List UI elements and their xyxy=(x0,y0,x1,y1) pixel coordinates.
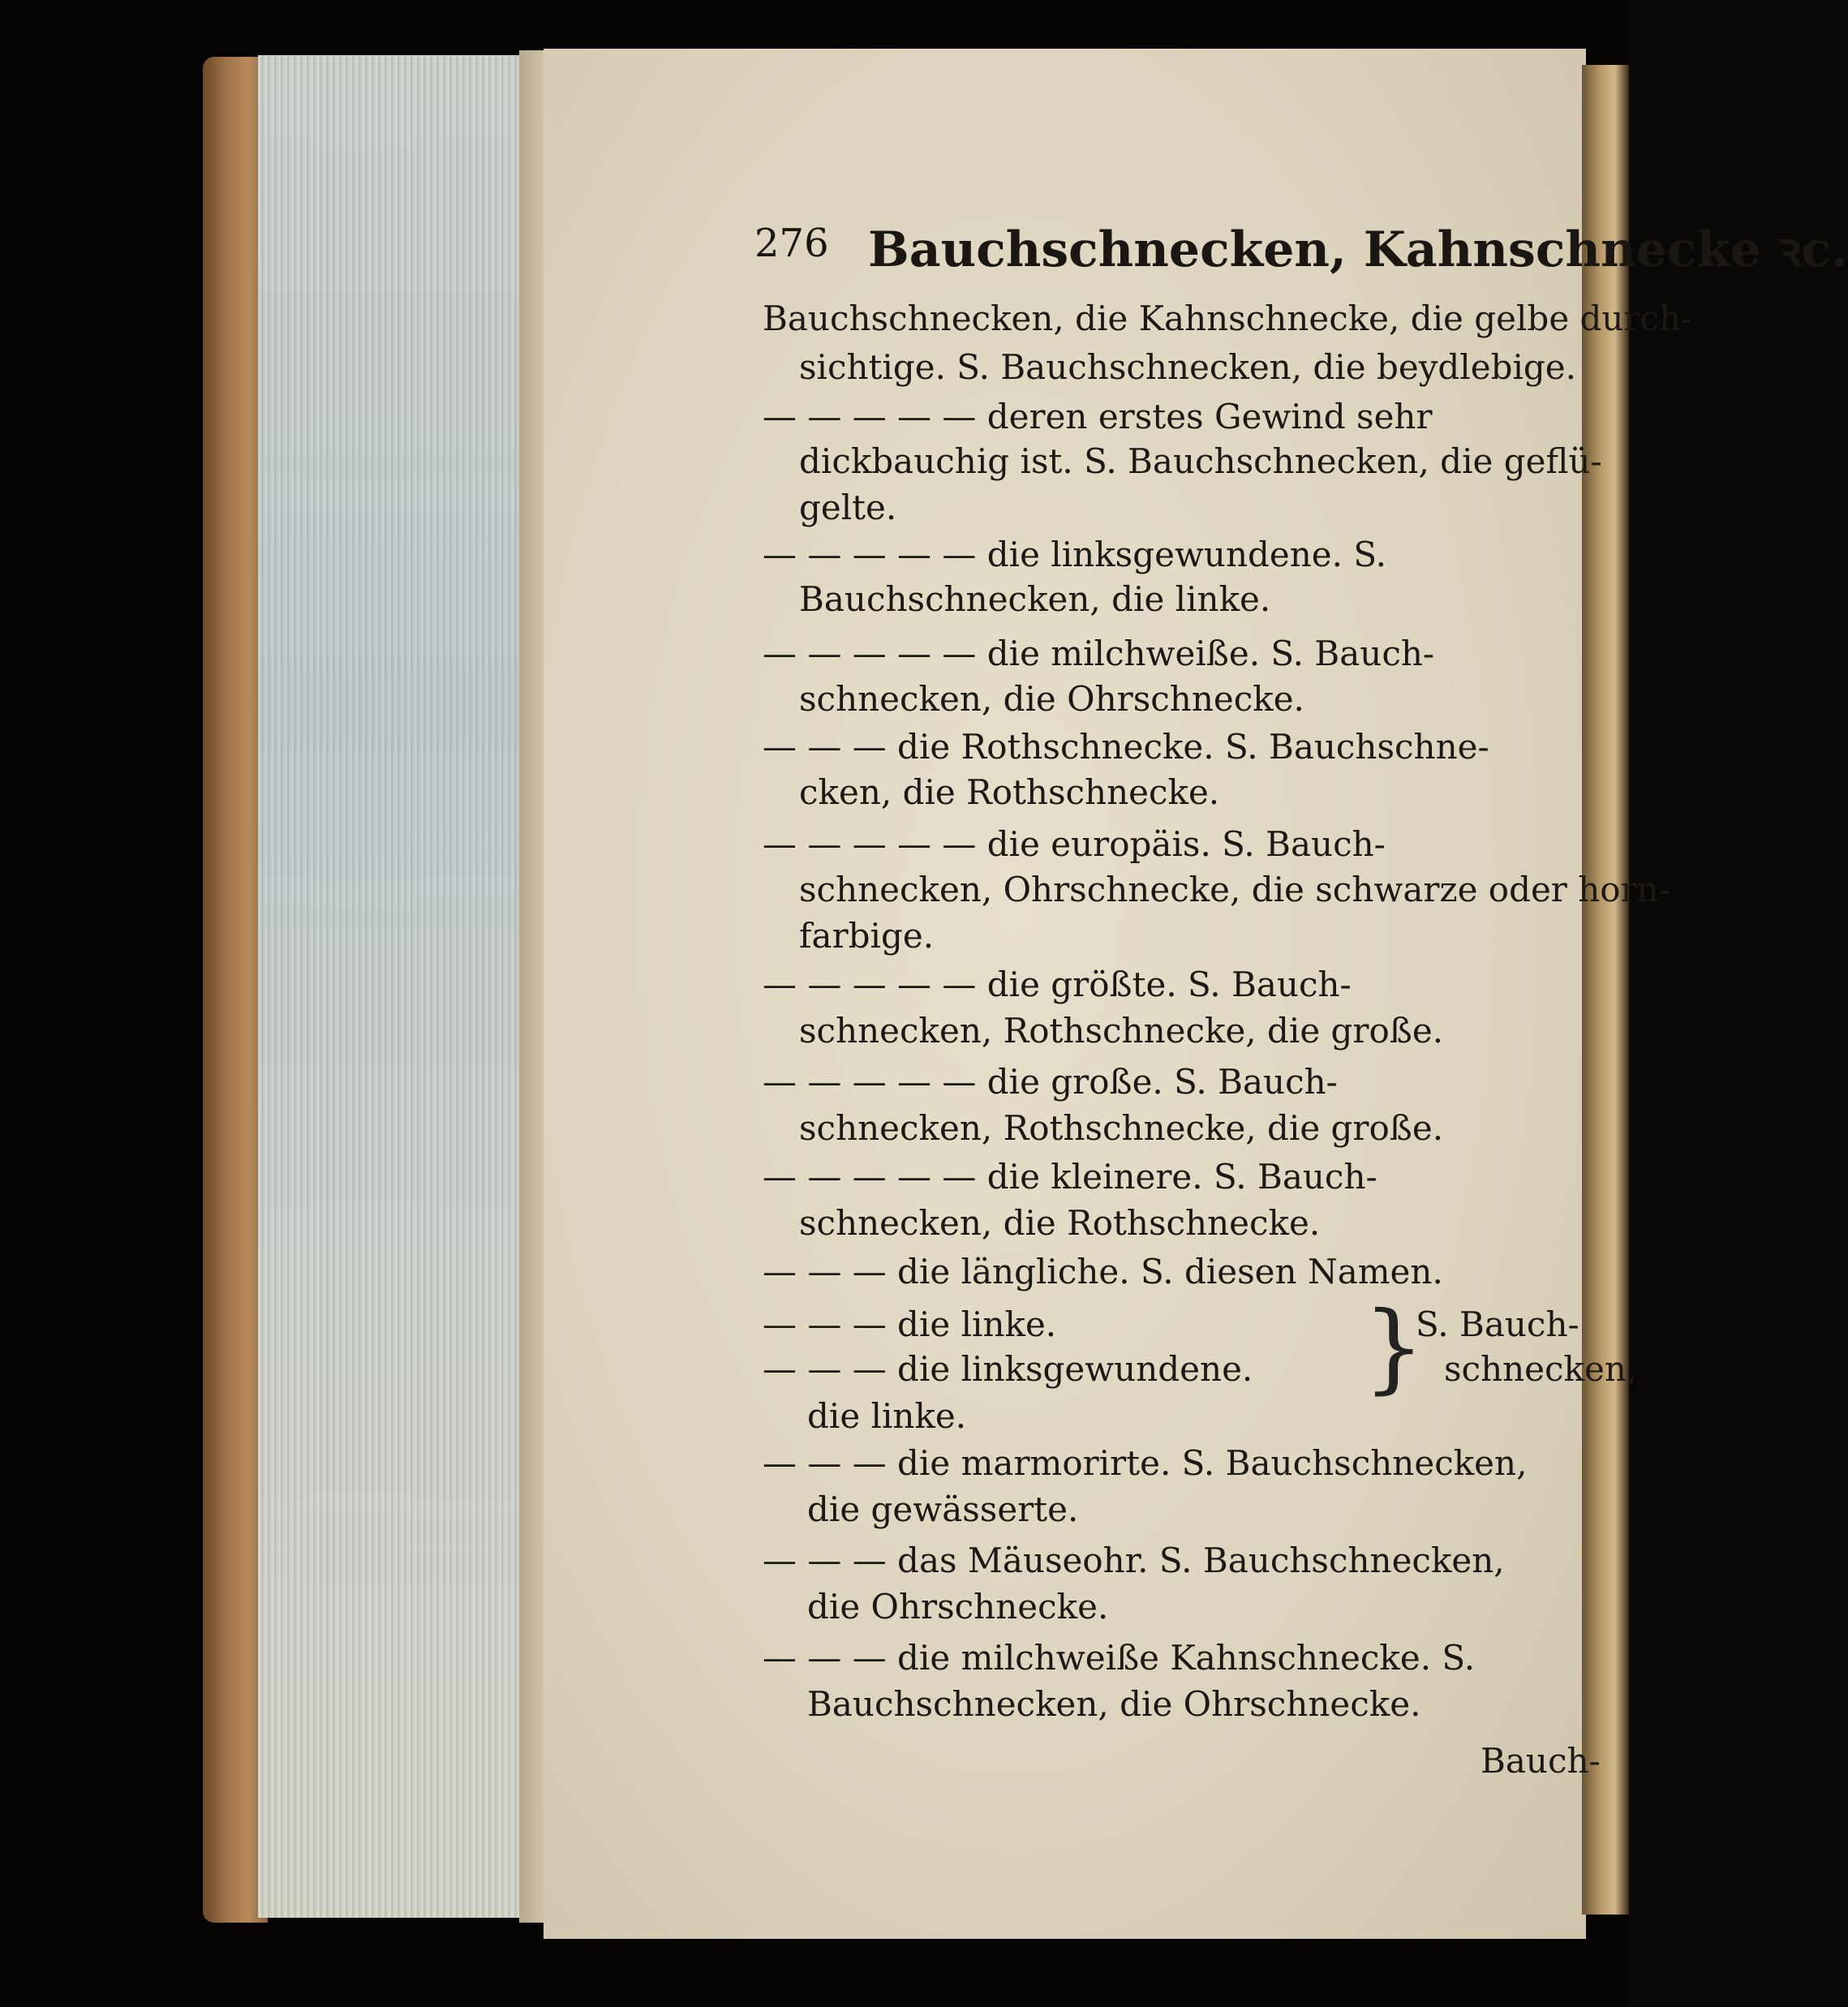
entry-line: dickbauchig ist. S. Bauchschnecken, die geflü- xyxy=(799,441,1602,481)
entry-line: — — — — — die linksgewundene. S. xyxy=(763,535,1386,574)
entry-line: — — — das Mäuseohr. S. Bauchschnecken, xyxy=(763,1541,1505,1580)
entry-line: schnecken, Ohrschnecke, die schwarze oder horn- xyxy=(799,870,1670,909)
page-stack-edge xyxy=(258,55,534,1918)
entry-line: — — — die marmorirte. S. Bauchschnecken, xyxy=(763,1443,1528,1483)
entry-line: die Ohrschnecke. xyxy=(807,1587,1109,1627)
entry-line: — — — die längliche. S. diesen Namen. xyxy=(763,1252,1443,1291)
entry-line: — — — — — die europäis. S. Bauch- xyxy=(763,824,1386,864)
entry-line: farbige. xyxy=(799,916,935,956)
entry-line: — — — — — die große. S. Bauch- xyxy=(763,1062,1338,1102)
facing-page-edge xyxy=(1582,65,1629,1915)
entry-line: cken, die Rothschnecke. xyxy=(799,772,1220,812)
entry-line: schnecken, Rothschnecke, die große. xyxy=(799,1108,1444,1148)
entry-line: — — — die Rothschnecke. S. Bauchschne- xyxy=(763,727,1489,767)
entry-line: Bauchschnecken, die Kahnschnecke, die gelbe durch- xyxy=(763,299,1693,338)
entry-line: schnecken, xyxy=(1444,1349,1638,1389)
brace-glyph: } xyxy=(1363,1291,1425,1404)
entry-line: schnecken, Rothschnecke, die große. xyxy=(799,1011,1444,1051)
entry-line: Bauchschnecken, die Ohrschnecke. xyxy=(807,1684,1421,1724)
entry-line: S. Bauch- xyxy=(1416,1304,1579,1344)
running-title: Bauchschnecken, Kahnschnecke ꝛc. xyxy=(868,221,1848,278)
entry-line: — — — — — deren erstes Gewind sehr xyxy=(763,397,1433,436)
entry-line: sichtige. S. Bauchschnecken, die beydlebige. xyxy=(799,347,1577,387)
entry-line: — — — die linksgewundene. xyxy=(763,1349,1253,1389)
entry-line: die gewässerte. xyxy=(807,1489,1079,1529)
page-number: 276 xyxy=(754,221,829,266)
entry-line: die linke. xyxy=(807,1396,967,1436)
entry-line: — — — — — die kleinere. S. Bauch- xyxy=(763,1157,1377,1197)
catchword: Bauch- xyxy=(1481,1741,1601,1781)
entry-line: schnecken, die Rothschnecke. xyxy=(799,1203,1321,1243)
entry-line: Bauchschnecken, die linke. xyxy=(799,579,1271,619)
entry-line: — — — die linke. xyxy=(763,1304,1057,1344)
entry-line: — — — die milchweiße Kahnschnecke. S. xyxy=(763,1638,1476,1678)
entry-line: — — — — — die milchweiße. S. Bauch- xyxy=(763,634,1435,673)
entry-line: schnecken, die Ohrschnecke. xyxy=(799,679,1304,719)
entry-line: gelte. xyxy=(799,488,897,527)
entry-line: — — — — — die größte. S. Bauch- xyxy=(763,965,1352,1004)
page-header xyxy=(754,213,1848,278)
